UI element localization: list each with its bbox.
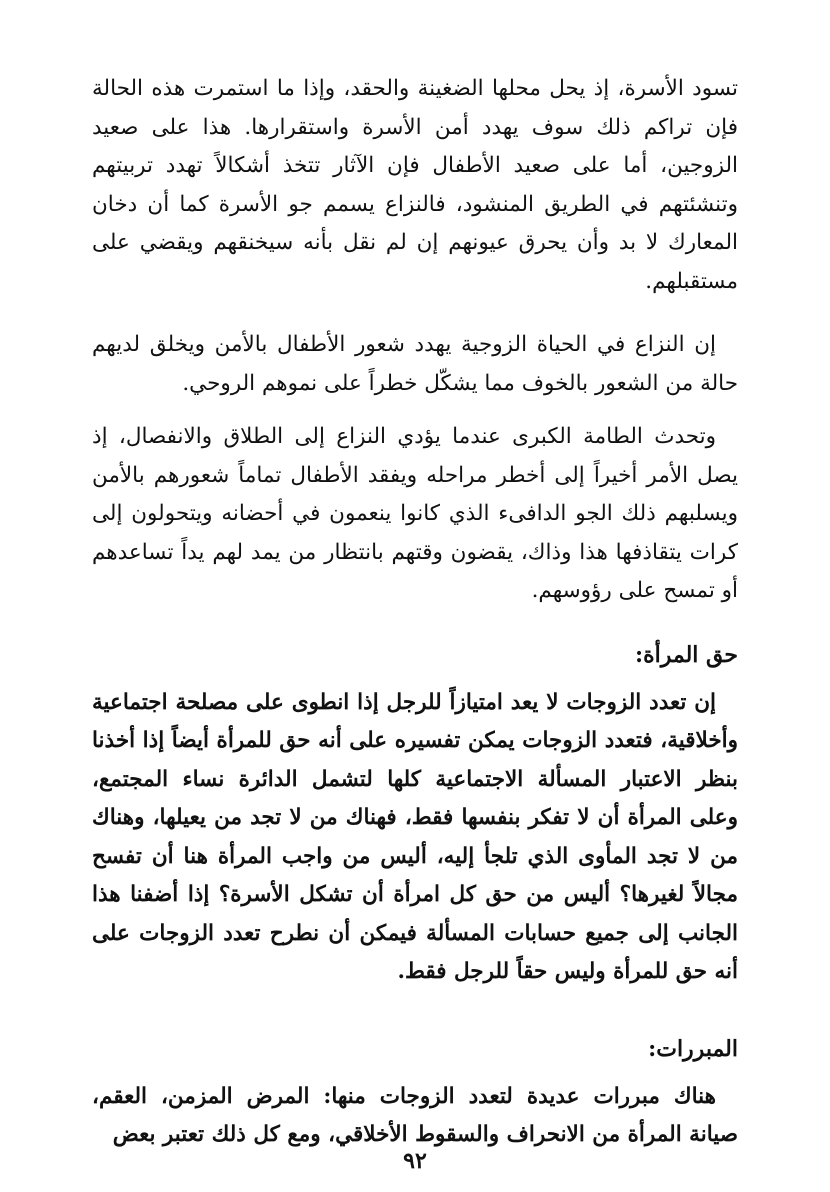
paragraph-family-conflict: تسود الأسرة، إذ يحل محلها الضغينة والحقد، وإذا ما استمرت هذه الحالة فإن تراكم ذلك سوف يهدد أمن الأسرة واستقرارها. هذا على صعيد الزوجين، أما على صعيد الأطفال فإن الآثار تتخذ أشكالاً تهدد تربيتهم وتنشئتهم في الطريق المنشود، فالنزاع يسمم جو الأسرة كما أن دخان المعارك لا بد وأن يحرق عيونهم إن لم نقل بأنه سيخنقهم ويقضي على مستقبلهم. (92, 76, 738, 294)
paragraph-justifications: هناك مبررات عديدة لتعدد الزوجات منها: المرض المزمن، العقم، صيانة المرأة من الانحراف والسقوط الأخلاقي، ومع كل ذلك تعتبر بعض (92, 1083, 738, 1147)
paragraph-children-security: إن النزاع في الحياة الزوجية يهدد شعور الأطفال بالأمن ويخلق لديهم حالة من الشعور بالخوف مما يشكّل خطراً على نموهم الروحي. (92, 332, 738, 396)
paragraph-woman-right: إن تعدد الزوجات لا يعد امتيازاً للرجل إذا انطوى على مصلحة اجتماعية وأخلاقية، فتعدد الزوجات يمكن تفسيره على أنه حق للمرأة أيضاً إذا أخذنا بنظر الاعتبار المسألة الاجتماعية كلها لتشمل الدائرة نساء المجتمع، وعلى المرأة أن لا تفكر بنفسها فقط، فهناك من لا تجد من يعيلها، وهناك من لا تجد المأوى الذي تلجأ إليه، أليس من واجب المرأة هنا أن تفسح مجالاً لغيرها؟ أليس من حق كل امرأة أن تشكل الأسرة؟ إذا أضفنا هذا الجانب إلى جميع حسابات المسألة فيمكن أن نطرح تعدد الزوجات على أنه حق للمرأة وليس حقاً للرجل فقط. (92, 689, 738, 984)
page-number: ٩٢ (403, 1148, 427, 1174)
paragraph-divorce: وتحدث الطامة الكبرى عندما يؤدي النزاع إلى الطلاق والانفصال، إذ يصل الأمر أخيراً إلى أخطر مراحله ويفقد الأطفال تماماً شعورهم بالأمن ويسلبهم ذلك الجو الدافىء الذي كانوا ينعمون في أحضانه ويتحولون إلى كرات يتقاذفها هذا وذاك، يقضون وقتهم بانتظار من يمد لهم يداً تساعدهم أو تمسح على رؤوسهم. (92, 424, 738, 603)
heading-justifications: المبررات: (648, 1035, 738, 1062)
page-body (92, 70, 738, 1155)
heading-woman-right: حق المرأة: (634, 641, 738, 668)
